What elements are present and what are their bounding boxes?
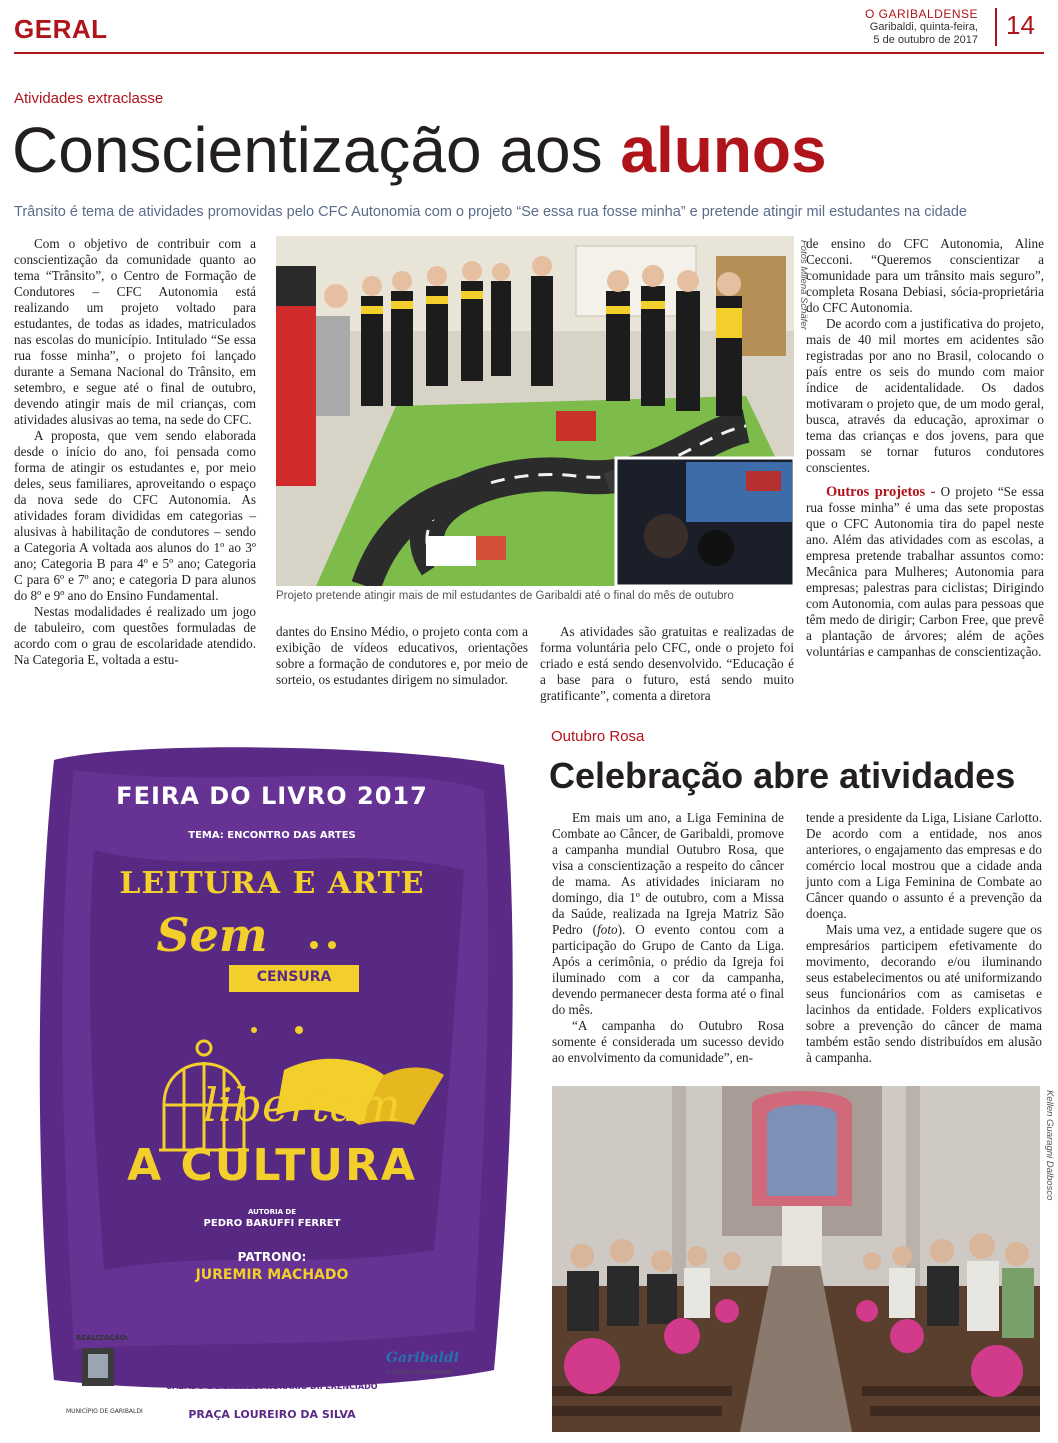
- poster-brand-logo: Garibaldi: [386, 1350, 460, 1366]
- poster-hours-1: DE TERÇA A SEXTA: 08H30MIN ÀS 20H: [185, 1370, 359, 1379]
- article2-column-2: [806, 810, 1042, 1066]
- article2-column-1: [552, 810, 784, 1066]
- article-deck: Trânsito é tema de atividades promovidas pelo CFC Autonomia com o projeto “Se essa rua fosse minha” e pretende atingir mil estudantes na cidade: [14, 204, 967, 220]
- poster-patron-label: PATRONO:: [237, 1250, 307, 1264]
- paragraph: Nestas modalidades é realizado um jogo de tabuleiro, com questões formuladas de acordo com o grau de escolaridade atendido. Na Categoria E, voltada a estu-: [14, 604, 256, 667]
- article-column-3: [540, 624, 794, 704]
- paragraph: Com o objetivo de contribuir com a conscientização da comunidade quanto ao tema “Trânsito”, o Centro de Formação de Condutores – CFC Autonomia está realizando um projeto voltado para estudantes, de todas as idades, matriculados nas escolas do município. Intitulado “Se essa rua fosse minha”, o projeto foi lançado durante a Semana Nacional do Trânsito, em setembro, e segue até o final de outubro, devendo atingir mais de mil crianças, com atividades alusivas ao tema, na sede do CFC.: [14, 236, 256, 427]
- dateline-line-1: Garibaldi, quinta-feira,: [869, 21, 978, 33]
- paragraph: dantes do Ensino Médio, o projeto conta com a exibição de vídeos educativos, orientações sobre a formação de condutores e, por meio de sorteio, os estudantes dirigem no simulador.: [276, 624, 528, 687]
- article2-headline: Celebração abre atividades: [549, 755, 1016, 796]
- church-photo: [552, 1086, 1040, 1432]
- poster-date-end: 22: [232, 1342, 260, 1366]
- poster-title: FEIRA DO LIVRO 2017: [116, 782, 428, 810]
- paragraph: tende a presidente da Liga, Lisiane Carlotto. De acordo com a entidade, nos anos anteriores, o engajamento das empresas e do comércio local mostrou que a cidade anda junto com a Liga Feminina de Combate ao Câncer quando o assunto é a prevenção da doença.: [806, 810, 1042, 921]
- subhead: Outros projetos -: [826, 484, 936, 500]
- poster-venue: PRAÇA LOUREIRO DA SILVA: [188, 1408, 356, 1421]
- poster-line-3: libertam: [203, 1078, 401, 1132]
- dateline-line-2: 5 de outubro de 2017: [873, 34, 978, 46]
- headline-accent: alunos: [620, 114, 827, 186]
- poster-realizacao: REALIZAÇÃO:: [76, 1334, 129, 1342]
- paragraph: As atividades são gratuitas e realizadas de forma voluntária pelo CFC, onde o projeto foi criado e está sendo desenvolvido. “Educação é a base para o futuro, está sendo muito gratificante”, comenta a diretora: [540, 624, 794, 703]
- poster-line-2: Sem: [156, 908, 268, 962]
- paragraph: De acordo com a justificativa do projeto, mais de 40 mil mortes em acidentes são registradas por ano no Brasil, colocando o país entre os seis do mundo com maior índice de acidentalidade. Os dados motivaram o projeto que, de um modo geral, busca, através da educação, aproximar o tema das crianças e dos jovens, para que possam se tornar futuros condutores conscientes.: [806, 316, 1044, 475]
- classroom-photo-illustration: [276, 236, 794, 586]
- publication-name: O GARIBALDENSE: [864, 7, 978, 21]
- poster-theme: TEMA: ENCONTRO DAS ARTES: [188, 830, 356, 841]
- article-kicker: Atividades extraclasse: [14, 90, 164, 107]
- poster-brand-tagline: A CAPITAL DO ESPUMANTE: [386, 1370, 453, 1376]
- poster-line-4: A CULTURA: [127, 1140, 417, 1191]
- church-photo-illustration: [552, 1086, 1040, 1432]
- poster-date-connector: A: [221, 1350, 232, 1365]
- header-rule: [14, 52, 1044, 54]
- photo-caption: Projeto pretende atingir mais de mil estudantes de Garibaldi até o final do mês de outubro: [276, 590, 734, 602]
- masthead: [865, 8, 978, 47]
- photo-credit: Fotos Milena Schäfer: [798, 240, 809, 330]
- headline-main: Conscientização aos: [12, 114, 621, 186]
- poster-patron: JUREMIR MACHADO: [195, 1267, 349, 1283]
- paragraph-text: Em mais um ano, a Liga Feminina de Combate ao Câncer, de Garibaldi, promove a campanha mundial Outubro Rosa, que visa a conscientização a respeito do câncer de mama. As atividades iniciaram no domingo, dia 1º de outubro, com a Missa da Saúde, realizada na Igreja Matriz São Pedro (: [552, 810, 784, 937]
- page-number: 14: [1006, 10, 1035, 40]
- poster-hours-2: SÁBADO E DOMINGO: HORÁRIO DIFERENCIADO: [166, 1382, 378, 1391]
- article-column-1: [14, 236, 256, 668]
- church-photo-credit: Kellen Guaragni Dalbosco: [1044, 1090, 1055, 1201]
- paragraph: “A campanha do Outubro Rosa somente é considerada um sucesso devido ao envolvimento da comunidade”, en-: [552, 1018, 784, 1065]
- book-fair-poster: [14, 730, 530, 1430]
- section-label: GERAL: [14, 14, 108, 44]
- poster-date-month: OUTUBRO: [266, 1347, 350, 1365]
- article-column-2: [276, 624, 528, 688]
- article-column-4: [806, 236, 1044, 660]
- poster-date-start: 17: [194, 1342, 222, 1366]
- paragraph: Mais uma vez, a entidade sugere que os empresários participem efetivamente do movimento, decorando e/ou iluminando seus estabelecimentos ou até uniformizando seus funcionários com as camisetas e lacinhos da entidade. Folders explicativos sobre a prevenção do câncer de mama também estão sendo distribuídos em alusão à campanha.: [806, 922, 1042, 1065]
- poster-municipio: MUNICÍPIO DE GARIBALDI: [66, 1408, 143, 1415]
- page-number-divider: [995, 8, 997, 46]
- paragraph-text-end: ). O evento contou com a participação do Grupo de Canto da Liga. Após a cerimônia, o prédio da Igreja foi iluminado com a cor da campanha, devendo permanecer desta forma até o final do mês.: [552, 922, 784, 1017]
- paragraph: de ensino do CFC Autonomia, Aline Cecconi. “Queremos conscientizar a comunidade para um trânsito mais seguro”, completa Rosana Debiasi, sócia-proprietária do CFC Autonomia.: [806, 236, 1044, 315]
- article2-kicker: Outubro Rosa: [551, 728, 645, 745]
- foto-reference: foto: [597, 922, 618, 937]
- paragraph: A proposta, que vem sendo elaborada desde o início do ano, foi pensada como forma de atingir os estudantes e, por meio deles, seus familiares, aproveitando o espaço da nova sede do CFC Autonomia. As atividades foram divididas em categorias – alusivas à habilitação de condutores – sendo a Categoria A voltada aos alunos do 1º ao 3º ano; Categoria B para 4º e 5º ano; Categoria C para 6º e 7º ano; e categoria D para alunos do 8º e 9º ano do Ensino Fundamental.: [14, 428, 256, 603]
- poster-author: PEDRO BARUFFI FERRET: [203, 1218, 341, 1229]
- poster-line-1: LEITURA E ARTE: [119, 866, 425, 901]
- poster-author-label: AUTORIA DE: [247, 1208, 297, 1216]
- paragraph: [552, 810, 784, 1018]
- classroom-photo: [276, 236, 794, 586]
- paragraph-text: O projeto “Se essa rua fosse minha” é uma das sete propostas que o CFC Autonomia tira do papel neste ano. Além das atividades com as escolas, a empresa pretende trabalhar assuntos como: Mecânica para Mulheres; Autonomia para empresas; palestras para ciclistas; Dirigindo com Autonomia, com aulas para pessoas que têm medo de dirigir; Carbon Free, que prevê a plantação de árvores; além de ações voluntárias e campanhas de conscientização.: [806, 484, 1044, 659]
- poster-ribbon: CENSURA: [256, 969, 332, 985]
- paragraph-outros-projetos: [806, 484, 1044, 660]
- article-headline: [12, 113, 827, 187]
